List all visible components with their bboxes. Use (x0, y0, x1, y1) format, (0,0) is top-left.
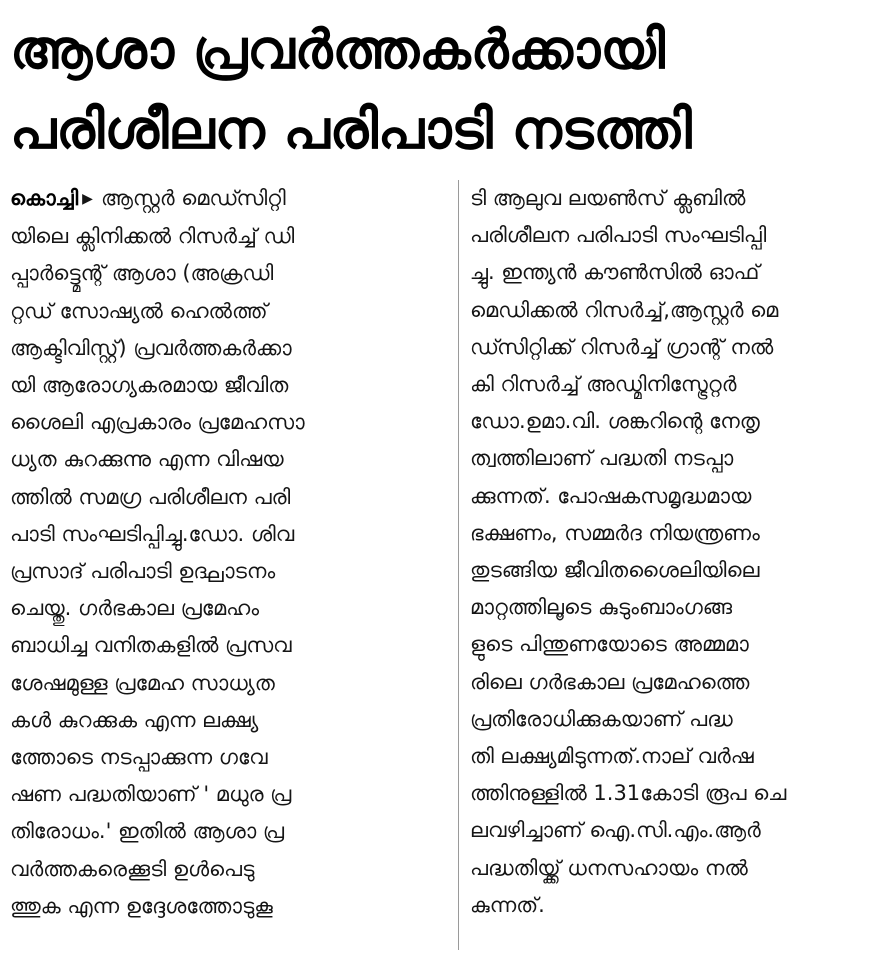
body-text-line: ക്കുന്നത്. പോഷകസമൃദ്ധമായ (470, 483, 752, 508)
body-text-line: യി ആരോഗ്യകരമായ ജീവിത (10, 373, 289, 398)
body-text-line: ധ്യത കുറക്കുന്നു എന്ന വിഷയ (10, 447, 284, 472)
column-divider (458, 180, 459, 950)
body-text-line: പാടി സംഘടിപ്പിച്ചു.ഡോ. ശിവ (10, 521, 295, 546)
body-text-line: പദ്ധതിയ്ക്ക് ധനസഹായം നൽ (470, 855, 748, 880)
body-text-line: തിരോധം.' ഇതിൽ ആശാ പ്ര (10, 819, 285, 844)
headline-line: ആശാ പ്രവർത്തകർക്കായി (10, 18, 665, 81)
article-column-right (470, 180, 880, 924)
right-triangle-icon: ▶ (82, 191, 93, 207)
article-column-left (10, 180, 450, 925)
body-text-line: ടി ആലുവ ലയൺസ് ക്ലബിൽ (470, 186, 746, 210)
body-text-line: പരിശീലന പരിപാടി സംഘടിപ്പി (470, 223, 767, 248)
body-text-line: ശൈലി എപ്രകാരം പ്രമേഹസാ (10, 410, 305, 435)
body-text-line: കി റിസർച്ച് അഡ്മിനിസ്ട്രേറ്റർ (470, 372, 737, 397)
body-text-line: ത്തോടെ നടപ്പാക്കുന്ന ഗവേ (10, 745, 268, 770)
headline (10, 10, 870, 170)
body-text-line: ച്ചു. ഇന്ത്യൻ കൗൺസിൽ ഓഫ് (470, 260, 760, 285)
body-text-line: ഭക്ഷണം, സമ്മർദ നിയന്ത്രണം (470, 520, 760, 545)
body-text-line: തി ലക്ഷ്യമിടുന്നത്.നാല് വർഷ (470, 744, 754, 769)
body-text-line: ഡോ.ഉമാ.വി. ശങ്കറിന്റെ നേതൃ (470, 409, 760, 434)
body-text-line: റ്റഡ് സോഷ്യൽ ഹെൽത്ത് (10, 298, 268, 323)
body-text-line: പ്രതിരോധിക്കുകയാണ് പദ്ധ (470, 706, 733, 731)
body-text-line: കൾ കുറക്കുക എന്ന ലക്ഷ്യ (10, 707, 259, 732)
body-text-line: ത്വത്തിലാണ് പദ്ധതി നടപ്പാ (470, 446, 734, 471)
body-text-line: ആക്ടിവിസ്റ്റ്) പ്രവർത്തകർക്കാ (10, 335, 292, 360)
body-text-line: ഷണ പദ്ധതിയാണ് ' മധുര പ്ര (10, 782, 292, 807)
body-text-line: ചെയ്തു. ഗർഭകാല പ്രമേഹം (10, 596, 260, 621)
body-text-line: ത്തിനുള്ളിൽ 1.31കോടി രൂപ ചെ (470, 781, 787, 806)
body-text-line: ശേഷമുള്ള പ്രമേഹ സാധ്യത (10, 670, 275, 695)
body-text-line: യിലെ ക്ലിനിക്കൽ റിസർച്ച് ഡി (10, 224, 295, 249)
body-text-line: തുടങ്ങിയ ജീവിതശൈലിയിലെ (470, 558, 760, 583)
body-text-line: ത്തിൽ സമഗ്ര പരിശീലന പരി (10, 484, 291, 509)
body-text-line (10, 180, 450, 218)
body-text-line: ളുടെ പിന്തുണയോടെ അമ്മമാ (470, 632, 749, 657)
body-text-line: പ്രസാദ് പരിപാടി ഉദ്ഘാടനം (10, 559, 276, 584)
dateline-continuation: ആസ്റ്റർ മെഡ്സിറ്റി (100, 186, 286, 210)
body-text-line: കുന്നത്. (470, 892, 545, 917)
body-text-line: മെഡിക്കൽ റിസർച്ച്,ആസ്റ്റർ മെ (470, 297, 779, 322)
body-text-line: ഡ്സിറ്റിക്ക് റിസർച്ച് ഗ്രാന്റ് നൽ (470, 334, 774, 359)
body-text-line: മാറ്റത്തിലൂടെ കുടുംബാംഗങ്ങ (470, 595, 733, 620)
dateline: കൊച്ചി (10, 186, 79, 210)
body-text-line: ത്തുക എന്ന ഉദ്ദേശത്തോടുകൂ (10, 893, 273, 918)
body-text-line: പ്പാർട്ട്മെന്റ് ആശാ (അക്രഡി (10, 261, 274, 286)
body-text-line: വർത്തകരെക്കൂടി ഉൾപെടു (10, 856, 255, 881)
body-text-line: ബാധിച്ച വനിതകളിൽ പ്രസവ (10, 633, 292, 658)
body-text-line: ലവഴിച്ചാണ് ഐ.സി.എം.ആർ (470, 818, 761, 843)
body-text-line: രിലെ ഗർഭകാല പ്രമേഹത്തെ (470, 669, 750, 694)
headline-line: പരിശീലന പരിപാടി നടത്തി (10, 98, 692, 161)
